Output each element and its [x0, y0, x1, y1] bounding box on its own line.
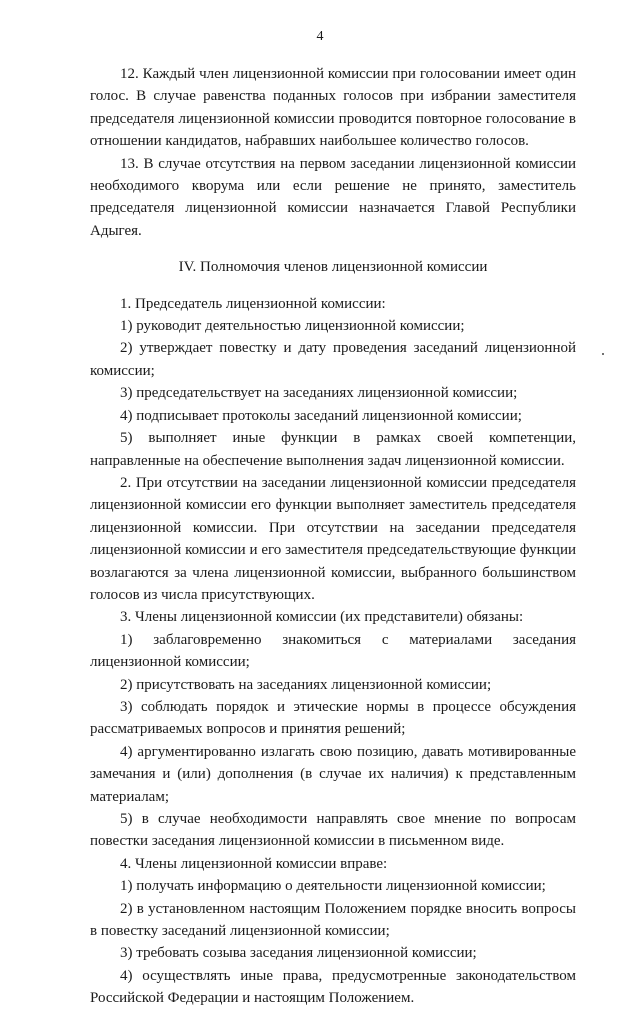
paragraph-13: 13. В случае отсутствия на первом заседании лицензионной комиссии необходимого кворума или если решение не принято, заместитель председателя лицензионной комиссии назначается Главой Республики Адыгея. [90, 155, 576, 239]
section-paragraph: 2) присутствовать на заседаниях лицензионной комиссии; [120, 676, 492, 693]
section-paragraph: 2) утверждает повестку и дату проведения заседаний лицензионной комиссии; [90, 340, 576, 379]
section-paragraph: 3) соблюдать порядок и этические нормы в процессе обсуждения рассматриваемых вопросов и принятия решений; [90, 698, 576, 738]
section-paragraph: 3) председательствует на заседаниях лицензионной комиссии; [120, 385, 518, 402]
section-paragraph: 2. При отсутствии на заседании лицензионной комиссии председателя лицензионной комиссии его функции выполняет заместитель председателя лицензионной комиссии. При отсутствии на заседании председателя лицензионной комиссии и его заместителя председательствующие функции возлагаются за члена лицензионной комиссии, выбранного большинством голосов из числа присутствующих. [90, 474, 576, 603]
section-paragraph: 3) требовать созыва заседания лицензионной комиссии; [120, 945, 477, 962]
section-paragraph: 1) заблаговременно знакомиться с материалами заседания лицензионной комиссии; [90, 631, 576, 671]
section-paragraph: 4) подписывает протоколы заседаний лицензионной комиссии; [120, 407, 522, 424]
section-paragraph: 4. Члены лицензионной комиссии вправе: [120, 855, 388, 872]
section-paragraph: 2) в установленном настоящим Положением порядке вносить вопросы в повестку заседаний лицензионной комиссии; [90, 900, 576, 940]
section-paragraph: 3. Члены лицензионной комиссии (их представители) обязаны: [120, 609, 524, 626]
section-paragraph: 1) получать информацию о деятельности лицензионной комиссии; [120, 878, 546, 895]
document-body [90, 63, 576, 1010]
section-paragraph: 5) выполняет иные функции в рамках своей компетенции, направленные на обеспечение выполнения задач лицензионной комиссии. [90, 430, 576, 469]
page-number: 4 [316, 29, 324, 44]
section-paragraph: 5) в случае необходимости направлять свое мнение по вопросам повестки заседания лицензионной комиссии в письменном виде. [90, 811, 576, 850]
section-paragraph: 1) руководит деятельностью лицензионной комиссии; [120, 318, 465, 335]
paragraph-12: 12. Каждый член лицензионной комиссии при голосовании имеет один голос. В случае равенства поданных голосов при избрании заместителя председателя лицензионной комиссии проводится повторное голосование в отношении кандидатов, набравших наибольшее количество голосов. [90, 66, 576, 150]
section-heading: IV. Полномочия членов лицензионной комиссии [178, 259, 488, 276]
section-paragraph: 4) аргументированно излагать свою позицию, давать мотивированные замечания и (или) дополнения (в случае их наличия) к представленным материалам; [90, 743, 576, 805]
section-paragraph: 4) осуществлять иные права, предусмотренные законодательством Российской Федерации и настоящим Положением. [90, 967, 576, 1007]
scan-speck [602, 353, 604, 355]
section-paragraph: 1. Председатель лицензионной комиссии: [120, 295, 386, 312]
